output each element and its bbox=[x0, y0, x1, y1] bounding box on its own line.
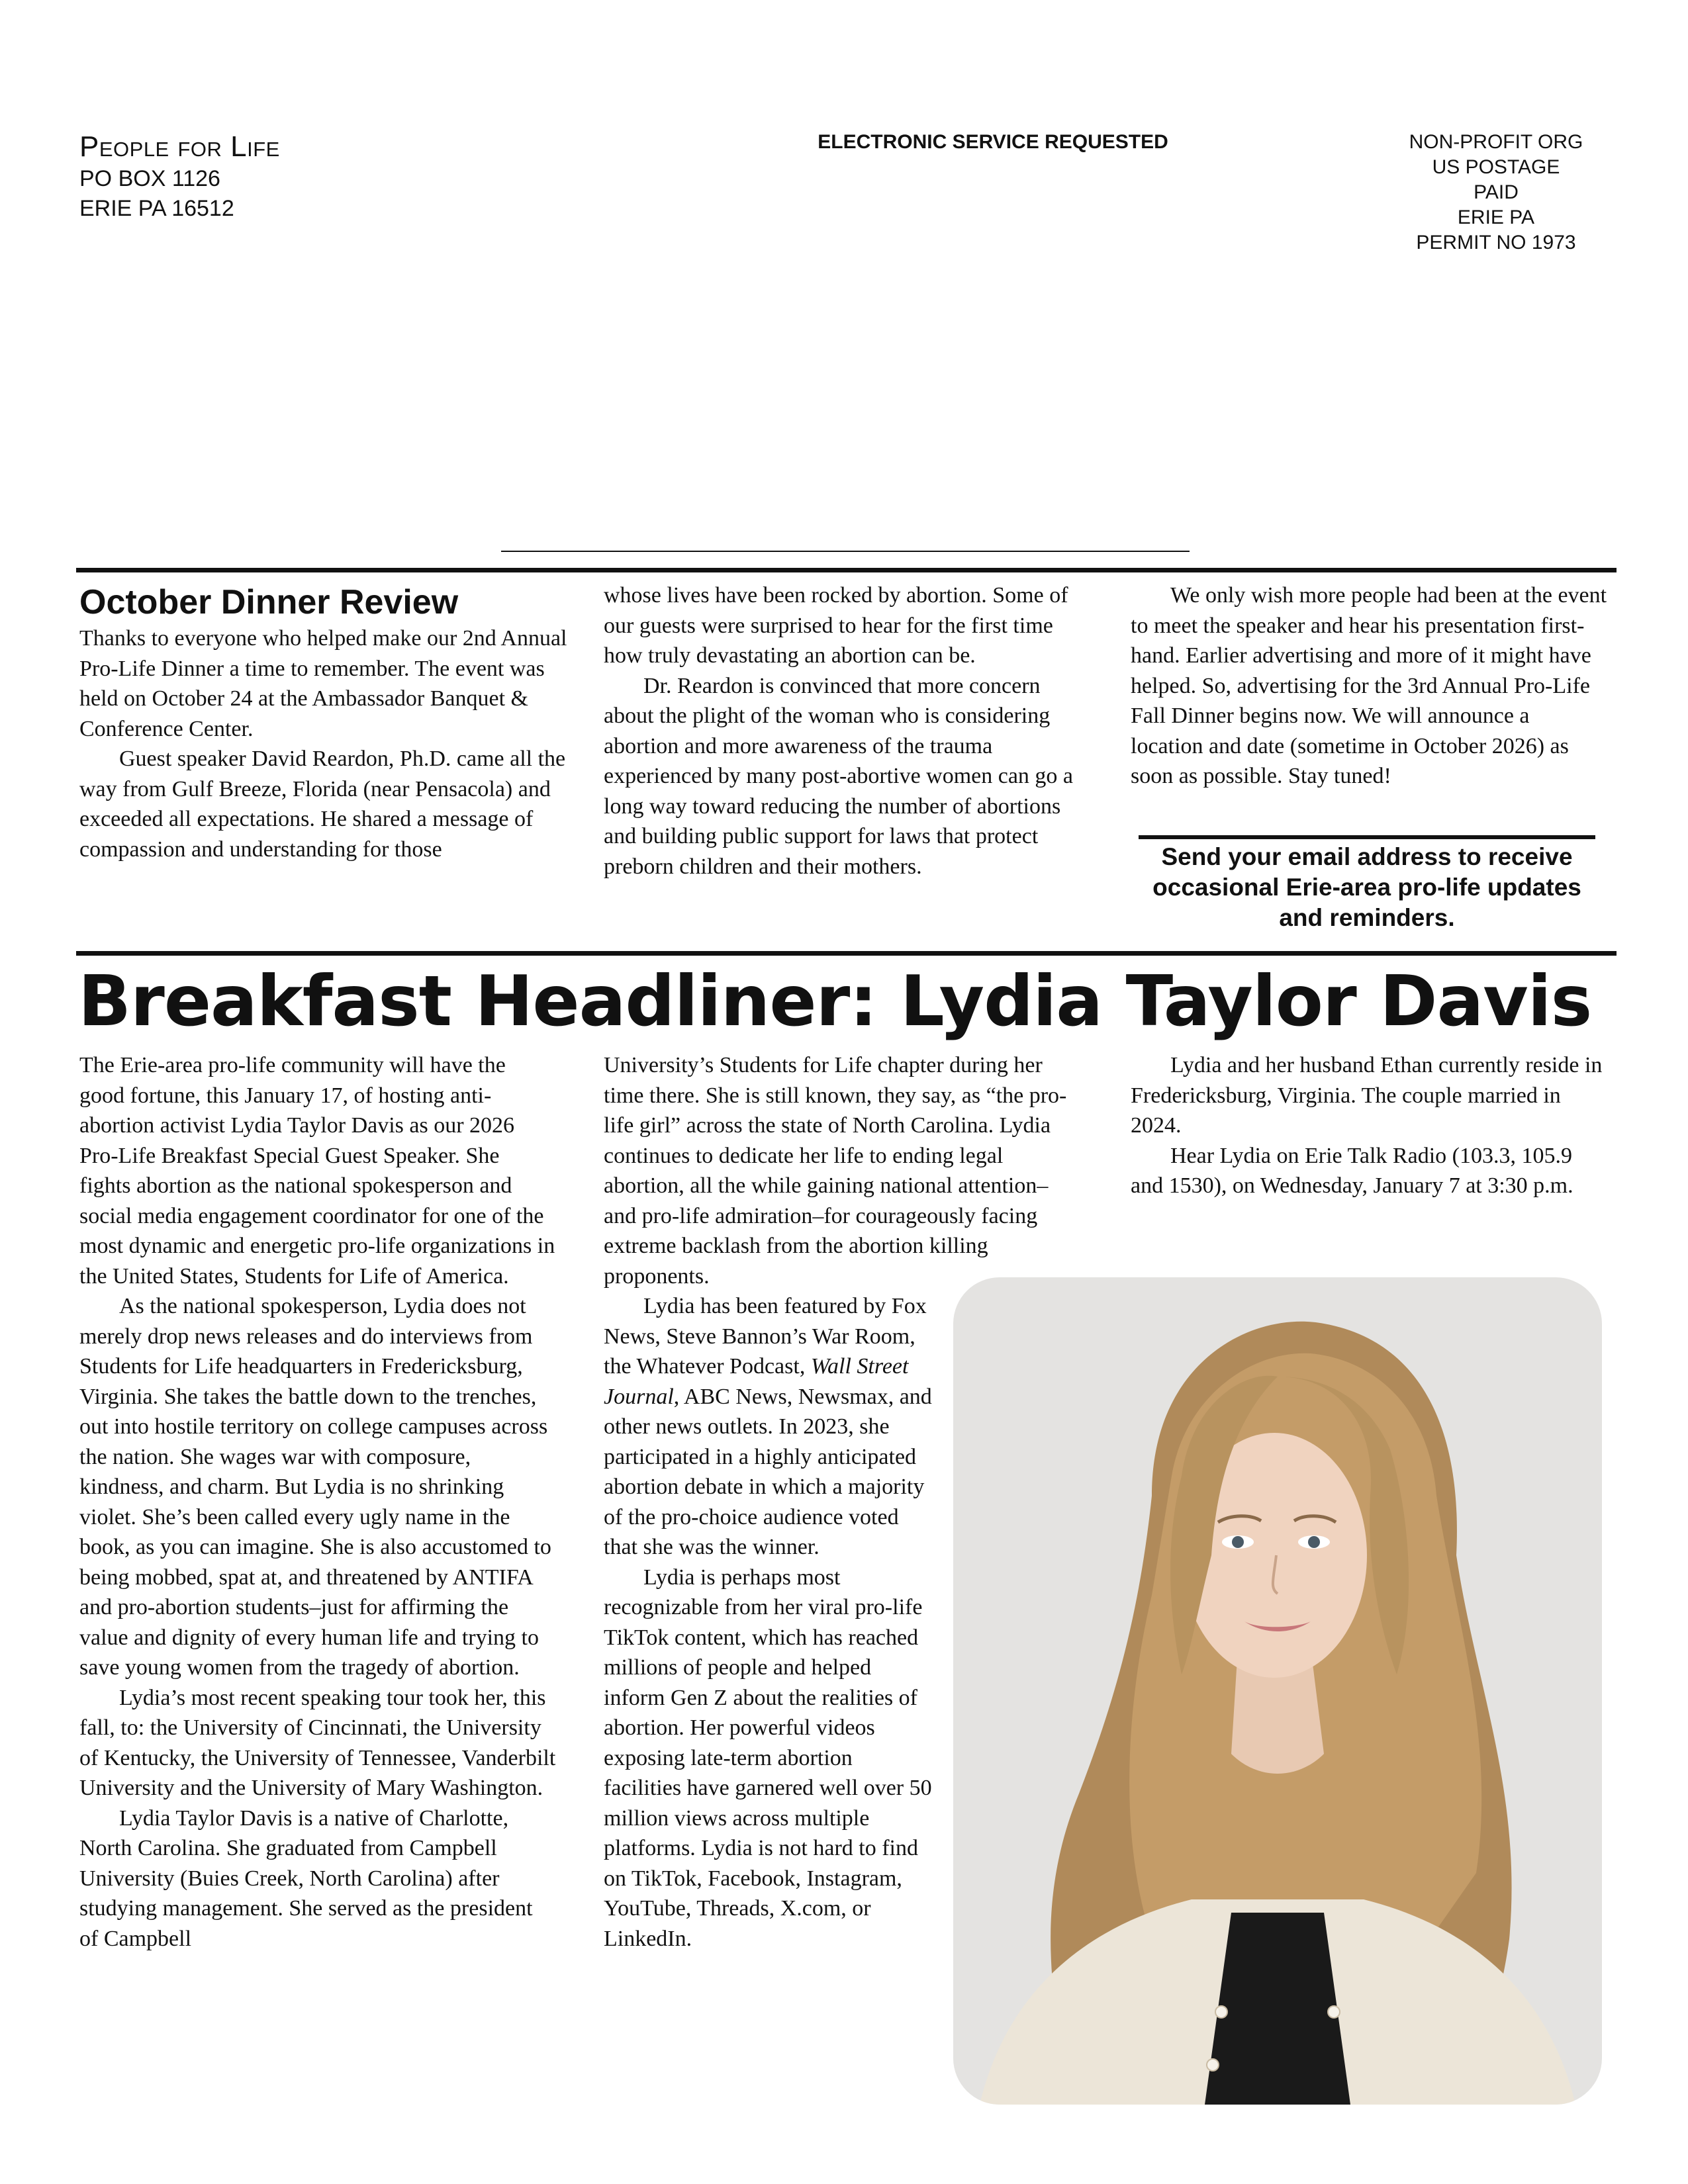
dinner-column-2 bbox=[604, 580, 1080, 882]
text-run: Lydia has been featured by Fox News, Steve Bannon’s War Room, the Whatever Podcast, bbox=[604, 1294, 927, 1379]
address-line1: PO BOX 1126 bbox=[79, 166, 220, 191]
postage-line: PAID bbox=[1474, 181, 1519, 203]
paragraph: We only wish more people had been at the event to meet the speaker and hear his presentation first-hand. Earlier advertising and more of it might have helped. So, advertising for the 3rd Annual Pro-Life Fall Dinner begins now. We will announce a location and date (sometime in October 2026) as soon as possible. Stay tuned! bbox=[1131, 583, 1607, 788]
speaker-photo bbox=[953, 1277, 1602, 2105]
publication-title: Wall Street Journal bbox=[604, 1354, 909, 1409]
breakfast-column-1 bbox=[79, 1050, 556, 1954]
breakfast-headline: Breakfast Headliner: Lydia Taylor Davis bbox=[78, 961, 1592, 1042]
postage-indicia bbox=[1364, 130, 1628, 255]
paragraph: The Erie-area pro-life community will have the good fortune, this January 17, of hosting anti-abortion activist Lydia Taylor Davis as our 2026 Pro-Life Breakfast Special Guest Speaker. She fights abortion as the national spokesperson and social media engagement coordinator for one of the most dynamic and energetic pro-life organizations in the United States, Students for Life of America. bbox=[79, 1053, 555, 1289]
dinner-column-1 bbox=[79, 623, 569, 864]
email-notice-rule bbox=[1139, 835, 1595, 839]
narrow-column-wrap bbox=[604, 1291, 935, 1954]
paragraph: University’s Students for Life chapter during her time there. She is still known, they say, as “the pro-life girl” across the state of North Carolina. Lydia continues to dedicate her life to ending legal abortion, all the while gaining national attention–and pro-life admiration–for courageously facing extreme backlash from the abortion killing proponents. bbox=[604, 1053, 1067, 1289]
paragraph bbox=[604, 1291, 935, 1563]
paragraph: whose lives have been rocked by abortion. Some of our guests were surprised to hear for the first time how truly devastating an abortion can be. bbox=[604, 583, 1068, 668]
paragraph: Lydia Taylor Davis is a native of Charlotte, North Carolina. She graduated from Campbell University (Buies Creek, North Carolina) after studying management. She served as the president of Campbell bbox=[79, 1805, 533, 1951]
paragraph: Lydia is perhaps most recognizable from her viral pro-life TikTok content, which has reached millions of people and helped inform Gen Z about the realities of abortion. Her powerful videos exposing late-term abortion facilities have garnered well over 50 million views across multiple platforms. Lydia is not hard to find on TikTok, Facebook, Instagram, YouTube, Threads, X.com, or LinkedIn. bbox=[604, 1565, 932, 1951]
section-rule-middle bbox=[76, 951, 1617, 956]
dinner-heading: October Dinner Review bbox=[79, 583, 459, 621]
paragraph: As the national spokesperson, Lydia does not merely drop news releases and do interviews from Students for Life headquarters in Fredericksburg, Virginia. She takes the battle down to the trenches, out into hostile territory on college campuses across the nation. She wages war with composure, kindness, and charm. But Lydia is no shrinking violet. She’s been called every ugly name in the book, as you can imagine. She is also accustomed to being mobbed, spat at, and threatened by ANTIFA and pro-abortion students–just for affirming the value and dignity of every human life and trying to save young women from the tragedy of abortion. bbox=[79, 1294, 551, 1680]
section-rule-top bbox=[76, 568, 1617, 572]
text-run: , ABC News, Newsmax, and other news outlets. In 2023, she participated in a highly anticipated abortion debate in which a majority of the pro-choice audience voted that she was the winner. bbox=[604, 1384, 932, 1559]
postage-line: NON-PROFIT ORG bbox=[1409, 131, 1583, 153]
postage-line: PERMIT NO 1973 bbox=[1416, 232, 1576, 253]
paragraph: Hear Lydia on Erie Talk Radio (103.3, 105.9 and 1530), on Wednesday, January 7 at 3:30 p.m. bbox=[1131, 1143, 1573, 1198]
address-line-divider bbox=[501, 551, 1190, 552]
postage-line: ERIE PA bbox=[1457, 206, 1535, 228]
service-requested: ELECTRONIC SERVICE REQUESTED bbox=[818, 131, 1168, 153]
org-name: People for Life bbox=[79, 130, 280, 163]
paragraph: Thanks to everyone who helped make our 2nd Annual Pro-Life Dinner a time to remember. The event was held on October 24 at the Ambassador Banquet & Conference Center. bbox=[79, 626, 567, 741]
return-address bbox=[79, 130, 280, 224]
dinner-column-3 bbox=[1131, 580, 1607, 792]
paragraph: Lydia and her husband Ethan currently reside in Fredericksburg, Virginia. The couple married in 2024. bbox=[1131, 1053, 1603, 1138]
address-line2: ERIE PA 16512 bbox=[79, 196, 234, 221]
portrait-illustration bbox=[953, 1277, 1602, 2105]
postage-line: US POSTAGE bbox=[1432, 156, 1560, 178]
paragraph: Lydia’s most recent speaking tour took her, this fall, to: the University of Cincinnati, the University of Kentucky, the University of Tennessee, Vanderbilt University and the University of Mary Washington. bbox=[79, 1685, 556, 1800]
paragraph: Dr. Reardon is convinced that more concern about the plight of the woman who is considering abortion and more awareness of the trauma experienced by many post-abortive women can go a long way toward reducing the number of abortions and building public support for laws that protect preborn children and their mothers. bbox=[604, 673, 1074, 879]
breakfast-column-3 bbox=[1131, 1050, 1607, 1201]
paragraph: Guest speaker David Reardon, Ph.D. came all the way from Gulf Breeze, Florida (near Pensacola) and exceeded all expectations. He shared a message of compassion and understanding for those bbox=[79, 747, 566, 862]
email-notice: Send your email address to receive occasional Erie-area pro-life updates and reminders. bbox=[1152, 843, 1581, 931]
